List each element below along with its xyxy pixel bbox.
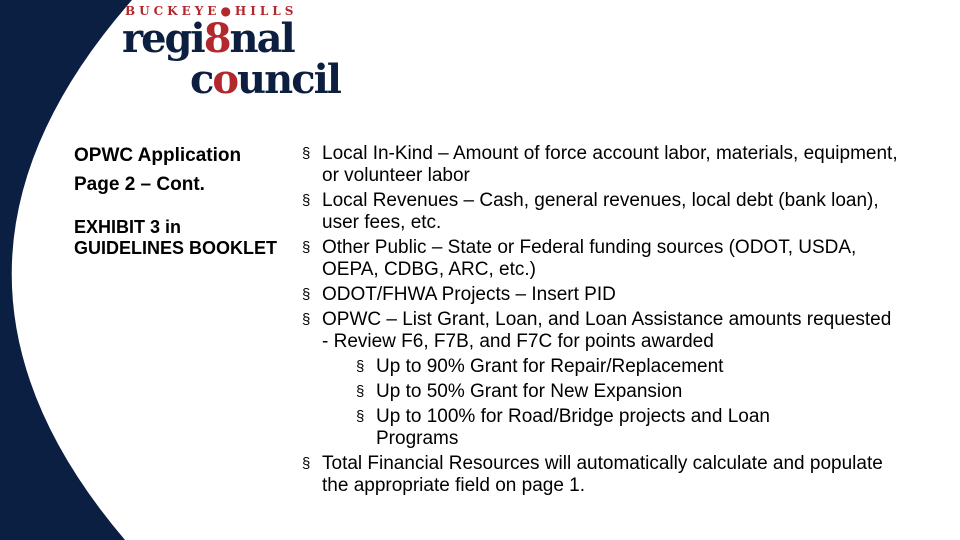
buckeye-hills-logo <box>122 4 402 103</box>
sub-list-item: § Up to 50% Grant for New Expansion <box>356 381 683 402</box>
sub-list-item: § Up to 90% Grant for Repair/Replacement <box>356 356 724 377</box>
logo-line-2: council <box>190 56 340 103</box>
list-item: § OPWC – List Grant, Loan, and Loan Assistance amounts requested - Review F6, F7B, and F7C for points awarded <box>302 309 892 352</box>
exhibit-note: EXHIBIT 3 in GUIDELINES BOOKLET <box>74 217 278 258</box>
title-line-1: OPWC Application <box>74 145 242 166</box>
side-heading <box>74 141 284 259</box>
list-item: § Total Financial Resources will automatically calculate and populate the appropriate field on page 1. <box>302 453 883 496</box>
sub-list-item: § Up to 100% for Road/Bridge projects and Loan Programs <box>356 406 770 449</box>
logo-line-1: regi8nal <box>122 15 294 62</box>
list-item: § Local In-Kind – Amount of force account labor, materials, equipment, or volunteer labor <box>302 143 898 186</box>
title-line-2: Page 2 – Cont. <box>74 174 205 195</box>
list-item: § Other Public – State or Federal funding sources (ODOT, USDA, OEPA, CDBG, ARC, etc.) <box>302 237 857 280</box>
list-item: § ODOT/FHWA Projects – Insert PID <box>302 284 616 305</box>
logo-top-text: BUCKEYE●HILLS <box>125 4 298 18</box>
bullet-list <box>302 143 902 500</box>
list-item: § Local Revenues – Cash, general revenues, local debt (bank loan), user fees, etc. <box>302 190 879 233</box>
